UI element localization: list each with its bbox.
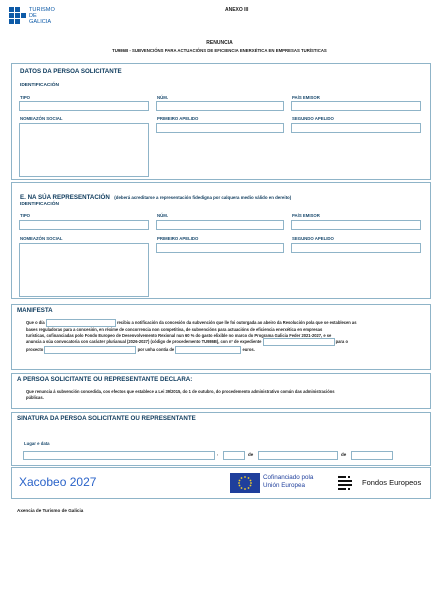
manifesta-t1: Que o día <box>26 320 45 326</box>
eu-flag-icon <box>230 473 260 493</box>
representative-section-title <box>20 186 291 204</box>
project-field[interactable] <box>44 346 136 354</box>
applicant-num-label: NÚM. <box>157 95 168 100</box>
fondos-text: Fondos Europeos <box>362 478 422 487</box>
fondos-mark-icon <box>338 475 358 491</box>
eu-logo <box>230 472 330 494</box>
logo-line-3: GALICIA <box>29 19 52 26</box>
representative-identification-heading: IDENTIFICACIÓN <box>20 202 59 207</box>
agency-name: Axencia de Turismo de Galicia <box>17 508 84 513</box>
representative-surname2-label: SEGUNDO APELIDO <box>292 236 334 241</box>
cofin-line-2: Unión Europea <box>263 482 306 489</box>
manifesta-title: MANIFESTA <box>17 307 53 314</box>
manifesta-t3: bases reguladoras para a concesión, en réxime de concorrencia non competitiva, de subvencións para actuacións de eficiencia enerxética en empresas <box>26 327 323 332</box>
representative-surname1-label: PRIMEIRO APELIDO <box>157 236 199 241</box>
notification-date-field[interactable] <box>46 319 116 327</box>
applicant-identification-heading: IDENTIFICACIÓN <box>20 83 59 88</box>
representative-title: E. NA SÚA REPRESENTACIÓN <box>20 194 110 201</box>
representative-country-field[interactable] <box>291 220 421 230</box>
xacobeo-logo <box>19 475 96 489</box>
manifesta-t6b: por unha contía de <box>137 347 175 353</box>
xacobeo-word: Xacobeo <box>19 475 67 489</box>
representative-surname1-field[interactable] <box>156 243 284 253</box>
document-title: RENUNCIA <box>206 40 233 46</box>
representative-name-label: NOMEAZÓN SOCIAL <box>20 236 63 241</box>
applicant-surname1-label: PRIMEIRO APELIDO <box>157 116 199 121</box>
place-field[interactable] <box>23 451 215 460</box>
logo-line-2: DE <box>29 13 37 20</box>
applicant-name-field[interactable] <box>19 123 149 177</box>
representative-title-note: (deberá acreditarse a representación fidedigna por calquera medio válido en dereito) <box>114 195 292 200</box>
representative-name-field[interactable] <box>19 243 149 297</box>
applicant-section-title: DATOS DA PERSOA SOLICITANTE <box>20 68 122 75</box>
manifesta-t5: anuncia a súa convocatoria con carácter plurianual (2026-2027) (código de procedemento TU986B), con nº de expediente <box>26 339 262 345</box>
applicant-type-field[interactable] <box>19 101 149 111</box>
year-field[interactable] <box>351 451 393 460</box>
manifesta-t5b: para o <box>335 339 348 345</box>
expedient-field[interactable] <box>263 338 335 346</box>
document-subtitle: TU986B - SUBVENCIÓNS PARA ACTUACIÓNS DE EFICIENCIA ENERXÉTICA EN EMPRESAS TURÍSTICAS <box>112 48 327 53</box>
manifesta-t6: proxecto <box>26 347 44 353</box>
declares-text <box>26 389 422 400</box>
representative-type-field[interactable] <box>19 220 149 230</box>
month-field[interactable] <box>258 451 338 460</box>
signature-title: SINATURA DA PERSOA SOLICITANTE OU REPRESENTANTE <box>17 415 196 422</box>
manifesta-t6c: euros. <box>242 347 255 353</box>
applicant-surname2-label: SEGUNDO APELIDO <box>292 116 334 121</box>
day-field[interactable] <box>223 451 245 460</box>
representative-surname2-field[interactable] <box>291 243 421 253</box>
representative-type-label: TIPO <box>20 213 31 218</box>
amount-field[interactable] <box>175 346 241 354</box>
manifesta-t4: turísticas, cofinanciadas polo Fondo Europeo de Desenvolvemento Rexional nun 60 % do gasto elixible no marco do Programa Galicia Feder 2021-2027, e se <box>26 332 332 338</box>
xacobeo-year: 2027 <box>69 475 97 489</box>
applicant-surname1-field[interactable] <box>156 123 284 133</box>
manifesta-t2: recibiu a notificación da concesión da subvención que lle foi outorgada ao abeiro da Resolución pola que se establecen as <box>116 320 357 326</box>
cofin-line-1: Cofinanciado pola <box>263 474 314 481</box>
sep-comma: , <box>217 451 219 457</box>
applicant-country-label: PAÍS EMISOR <box>292 95 320 100</box>
fondos-europeos-logo <box>338 474 428 492</box>
applicant-type-label: TIPO <box>20 95 31 100</box>
applicant-name-label: NOMEAZÓN SOCIAL <box>20 116 63 121</box>
representative-num-label: NÚM. <box>157 213 168 218</box>
sep-de-2: de <box>341 452 347 457</box>
logo-line-1: TURISMO <box>29 7 55 13</box>
applicant-num-field[interactable] <box>156 101 284 111</box>
declares-text-2: públicas. <box>26 394 44 400</box>
applicant-surname2-field[interactable] <box>291 123 421 133</box>
turismo-galicia-logo <box>9 6 69 30</box>
representative-num-field[interactable] <box>156 220 284 230</box>
logo-mark-icon <box>9 7 27 27</box>
applicant-country-field[interactable] <box>291 101 421 111</box>
declares-title: A PERSOA SOLICITANTE OU REPRESENTANTE DECLARA: <box>17 376 193 383</box>
representative-country-label: PAÍS EMISOR <box>292 213 320 218</box>
declares-text-1: Que renuncia á subvención concedida, cos efectos que establece a Lei 39/2015, do 1 de outubro, do procedemento administrativo común das administracións <box>26 389 335 394</box>
annex-label: ANEXO III <box>225 7 249 13</box>
manifesta-text <box>26 319 422 354</box>
place-date-label: Lugar e data <box>24 441 50 446</box>
sep-de-1: de <box>248 452 254 457</box>
